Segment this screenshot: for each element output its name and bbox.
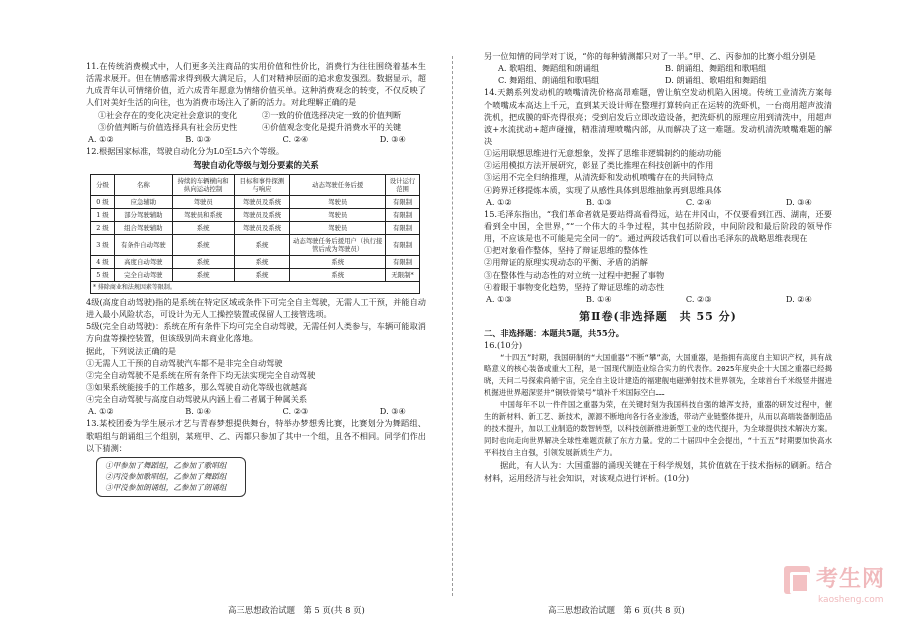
q11-options — [86, 133, 426, 145]
table-cell: 驾驶员及系统 — [234, 195, 290, 208]
table-row — [91, 234, 420, 255]
table-cell: 3 级 — [91, 234, 115, 255]
q12-item: ①无需人工干预的自动驾驶汽车都不是非完全自动驾驶 — [86, 357, 283, 368]
table-cell: 有限制 — [386, 221, 420, 234]
table-cell: 应急辅助 — [114, 195, 172, 208]
q14-item: ①运用联想思维进行无意想象，发挥了思维非逻辑制约的能动功能 — [484, 148, 722, 159]
q15-stem: 15.毛泽东指出，“我们革命者就是要站得高看得远，站在井冈山，不仅要看到江西、湖南，还要看到全中国，全世界，”“一个伟大的斗争过程，其中包括阶段，中间阶段和最后阶段的领导作用，不应该是也不可能是完全同一的”。通过两段话我们可以看出毛泽东的战略思维表现在 — [484, 208, 832, 244]
q12-paragraph: 5级(完全自动驾驶)：系统在所有条件下均可完全自动驾驶，无需任何人类参与，车辆可能取消方向盘等操控装置，但该级别尚未商业化落地。 — [86, 321, 426, 344]
q11-item: ②一致的价值选择决定一致的价值判断 — [262, 109, 402, 120]
table-cell: 系统 — [290, 268, 386, 281]
q15-option-c[interactable]: C. ②③ — [685, 293, 712, 304]
table-cell: 系统 — [172, 255, 234, 268]
q12-item: ③如果系统能接手的工作越多，那么驾驶自动化等级也就越高 — [86, 382, 308, 393]
q11-items — [86, 109, 426, 133]
table-cell: 系统 — [172, 221, 234, 234]
q11-item: ④价值观念变化是提升消费水平的关键 — [262, 121, 402, 132]
table-header-row — [91, 174, 420, 195]
q15-option-a[interactable]: A. ①③ — [486, 293, 512, 304]
q11-option-b[interactable]: B. ①③ — [185, 133, 212, 144]
table-cell: 有限制 — [386, 255, 420, 268]
table-cell: 驾驶员及系统 — [234, 221, 290, 234]
table-cell: 动态驾驶任务后援用户（执行接管后成为驾驶员） — [290, 234, 386, 255]
table-cell: 系统 — [172, 234, 234, 255]
table-cell: 1 级 — [91, 208, 115, 221]
q12-item: ②完全自动驾驶不是系统在所有条件下均无法实现完全自动驾驶 — [86, 369, 316, 380]
table-cell: 驾驶员 — [290, 208, 386, 221]
q14-option-c[interactable]: C. ②④ — [685, 196, 712, 207]
q15-item: ④着眼于事物变化趋势，坚持了辩证思维的动态性 — [484, 281, 665, 292]
table-row — [91, 221, 420, 234]
q11-item: ①社会存在的变化决定社会意识的变化 — [98, 109, 238, 120]
table-header: 名称 — [114, 174, 172, 195]
question-14 — [484, 86, 832, 207]
q13-guess: ②丙没参加歌唱组，乙参加了舞蹈组 — [105, 472, 227, 482]
table-cell: 组合驾驶辅助 — [114, 221, 172, 234]
q14-option-a[interactable]: A. ①② — [486, 196, 512, 207]
page-5-column — [86, 60, 426, 500]
question-13-continued — [484, 50, 832, 86]
q12-intro: 12.根据国家标准，驾驶自动化分为L0至L5六个等级。 — [86, 145, 285, 156]
table-cell: 系统 — [234, 234, 290, 255]
table-cell: 无限制* — [386, 268, 420, 281]
q15-items — [484, 244, 832, 293]
table-note: * 排除商业和法规因素等限制。 — [91, 281, 420, 294]
table-cell: 驾驶员和系统 — [172, 208, 234, 221]
q15-option-d[interactable]: D. ②④ — [785, 293, 812, 304]
q13-options — [484, 62, 832, 86]
q13-option-d[interactable]: D. 朗诵组、歌唱组和舞蹈组 — [665, 75, 767, 86]
q12-prompt: 据此，下列说法正确的是 — [86, 345, 177, 356]
q13-stem: 13.某校团委为学生展示才艺与青春梦想提供舞台，特举办梦想秀比赛，比赛划分为舞蹈组、歌唱组与朗诵组三个组别，某班甲、乙、丙都只参加了其中一个组，且各不相同。同学们作出以下猜测： — [86, 418, 426, 453]
q14-option-b[interactable]: B. ①③ — [585, 196, 612, 207]
column-divider — [452, 56, 453, 596]
q12-option-a[interactable]: A. ①② — [88, 406, 114, 417]
table-cell: 高度自动驾驶 — [114, 255, 172, 268]
table-cell: 5 级 — [91, 268, 115, 281]
table-cell: 驾驶员及系统 — [234, 208, 290, 221]
q16-score: 16.(10分) — [484, 340, 523, 351]
q14-option-d[interactable]: D. ③④ — [785, 196, 812, 207]
watermark-brand: 考生网 — [816, 567, 886, 592]
table-header: 动态驾驶任务后援 — [290, 174, 386, 195]
table-cell: 驾驶员 — [290, 221, 386, 234]
table-cell: 有限制 — [386, 195, 420, 208]
section-2-instruction: 二、非选择题：本题共5题，共55分。 — [484, 328, 624, 339]
q16-material: “十四五”时期，我国研制的“大国重器”不断“攀”高，大国重器，是指拥有高度自主知识产权，具有战略意义的核心装备或重大工程，是一国现代制造业综合实力的代表作。2025年度央企十大国之重器已经揭晓，天问二号探索尚循宇宙，完全自主设计建造的福建舰电磁弹射技术世界领先，全球首台千米级竖井掘进机掘进世界超深竖井“铜铁骨梁号”填补千米国际空白…… — [484, 352, 832, 398]
table-cell: 有条件自动驾驶 — [114, 234, 172, 255]
q13-guess: ①甲参加了舞蹈组，乙参加了歌唱组 — [105, 460, 227, 470]
q11-item: ③价值判断与价值选择具有社会历史性 — [98, 121, 238, 132]
table-cell: 2 级 — [91, 221, 115, 234]
table-cell: 驾驶员 — [172, 195, 234, 208]
table-header: 目标和事件探测与响应 — [234, 174, 290, 195]
page-5-footer: 高三思想政治试题 第 5 页(共 8 页) — [228, 605, 365, 615]
q13-tail: 另一位知情的同学对丁说，“你的每种猜测都只对了一半。”甲、乙、丙参加的比赛小组分别是 — [484, 51, 816, 61]
table-cell: 部分驾驶辅助 — [114, 208, 172, 221]
table-cell: 0 级 — [91, 195, 115, 208]
table-note-row — [91, 281, 420, 294]
table-header: 分级 — [91, 174, 115, 195]
q14-options — [484, 196, 832, 208]
q11-option-a[interactable]: A. ①② — [88, 133, 114, 144]
automation-level-table — [90, 174, 420, 295]
q15-item: ①把对象看作整体，坚持了辩证思维的整体性 — [484, 245, 648, 256]
q12-item: ④完全自动驾驶与高度自动驾驶从内涵上看二者属于种属关系 — [86, 394, 308, 405]
table-row — [91, 255, 420, 268]
q15-item: ③在整体性与动态性的对立统一过程中把握了事物 — [484, 269, 665, 280]
q15-item: ②用辩证的原理实现动态的平衡、矛盾的消解 — [484, 257, 648, 268]
table-cell: 系统 — [172, 268, 234, 281]
q12-option-b[interactable]: B. ①④ — [185, 406, 212, 417]
q13-option-b[interactable]: B. 朗诵组、舞蹈组和歌唱组 — [665, 63, 767, 74]
question-12 — [86, 145, 426, 417]
table-row — [91, 208, 420, 221]
q15-options — [484, 293, 832, 305]
table-cell: 系统 — [234, 268, 290, 281]
question-11 — [86, 60, 426, 145]
q11-stem: 11.在传统消费模式中，人们更多关注商品的实用价值和性价比，消费行为往往围绕着基本生活需求展开。但在情感需求得到极大满足后，人们对精神层面的追求愈发强烈。数据显示，超九成青年认可情绪价值，近六成青年愿意为情绪价值买单。这种消费观念的转变，不仅反映了人们对美好生活的向往，也为消费市场注入了新的活力。对此理解正确的是 — [86, 61, 426, 108]
table-cell: 驾驶员 — [290, 195, 386, 208]
table-cell: 系统 — [290, 255, 386, 268]
q16-prompt: 据此，有人认为：大国重器的涌现关键在于科学规划，其价值就在于技术指标的刷新。结合材料，运用经济与社会知识，对该观点进行评析。(10分) — [484, 460, 832, 483]
table-header: 持续的车辆横向和纵向运动控制 — [172, 174, 234, 195]
q14-stem: 14.天鹅系列发动机的喷嘴清洗价格高昂难题，曾让航空发动机陷入困境。传统工业清洗方案每个喷嘴成本高达上千元，直到某天设计师在整理打算转向正在运转的洗虾机，一台商用超声波清洗机，把成膜的虾壳得很亮；受到启发后立即改造设备，把洗虾机的原理应用到清洗中，用超声波+水流扰动+超声碰撞，精准清理喷嘴内部，从而解决了这一难题。发动机清洗喷嘴难题的解决 — [484, 87, 832, 146]
kaosheng-watermark — [782, 560, 892, 624]
table-cell: 4 级 — [91, 255, 115, 268]
q12-options — [86, 405, 426, 417]
section-2-title: 第Ⅱ卷(非选择题 共 55 分) — [579, 309, 737, 323]
table-cell: 系统 — [234, 255, 290, 268]
q12-paragraph: 4级(高度自动驾驶)指的是系统在特定区域或条件下可完全自主驾驶，无需人工干预，并能自动进入最小风险状态，可设计为无人工操控装置或保留人工接管选项。 — [86, 297, 426, 320]
q13-option-c[interactable]: C. 舞蹈组、朗诵组和歌唱组 — [498, 75, 600, 86]
q12-items — [86, 357, 426, 406]
page-6-column — [484, 50, 832, 484]
watermark-url: kaosheng.com — [818, 595, 884, 605]
q12-table-title: 驾驶自动化等级与划分要素的关系 — [193, 160, 319, 171]
question-16 — [484, 339, 832, 483]
table-row — [91, 268, 420, 281]
q14-item: ④跨界迁移提炼本质，实现了从感性具体到思维抽象再到思维具体 — [484, 184, 722, 195]
question-15 — [484, 208, 832, 305]
q14-item: ②运用模拟方法开展研究，彰显了类比推理在科技创新中的作用 — [484, 160, 714, 171]
q16-material: 中国每年不以一件件国之重器为荣，在关键时刻为我国科技自强的雄浑支持，重器的研发过程中，催生的新材料、新工艺、新技术，源源不断地向各行各业渗透，带动产业链整体提升，从而以高端装备制造品的技术提升，加以工业制造的数智转型，以科技创新推进新型工业的迭代提升，为全球提供技术解决方案。同时也向走向世界解决全球性难题贡献了东方力量。党的二十届四中全会提出，“十五五”时期要加快高水平科技自主自强，引领发展新质生产力。 — [484, 400, 832, 458]
q15-option-b[interactable]: B. ①④ — [585, 293, 612, 304]
watermark-logo-icon — [784, 566, 810, 594]
q12-option-c[interactable]: C. ②③ — [282, 406, 309, 417]
q14-item: ③运用不完全归纳推理，从清洗虾和发动机喷嘴存在的共同特点 — [484, 172, 714, 183]
q14-items — [484, 147, 832, 196]
table-cell: 有限制 — [386, 208, 420, 221]
q13-option-a[interactable]: A. 歌唱组、舞蹈组和朗诵组 — [498, 63, 600, 74]
table-cell: 有限制 — [386, 234, 420, 255]
table-cell: 完全自动驾驶 — [114, 268, 172, 281]
table-header: 设计运行范围 — [386, 174, 420, 195]
q11-option-d[interactable]: D. ③④ — [379, 133, 406, 144]
q13-guess: ③甲没参加朗诵组，乙参加了朗诵组 — [105, 483, 227, 493]
question-13 — [86, 417, 426, 496]
q12-option-d[interactable]: D. ③④ — [379, 406, 406, 417]
q13-guess-box — [96, 457, 246, 497]
table-row — [91, 195, 420, 208]
q11-option-c[interactable]: C. ②④ — [282, 133, 309, 144]
page-6-footer: 高三思想政治试题 第 6 页(共 8 页) — [548, 605, 685, 615]
